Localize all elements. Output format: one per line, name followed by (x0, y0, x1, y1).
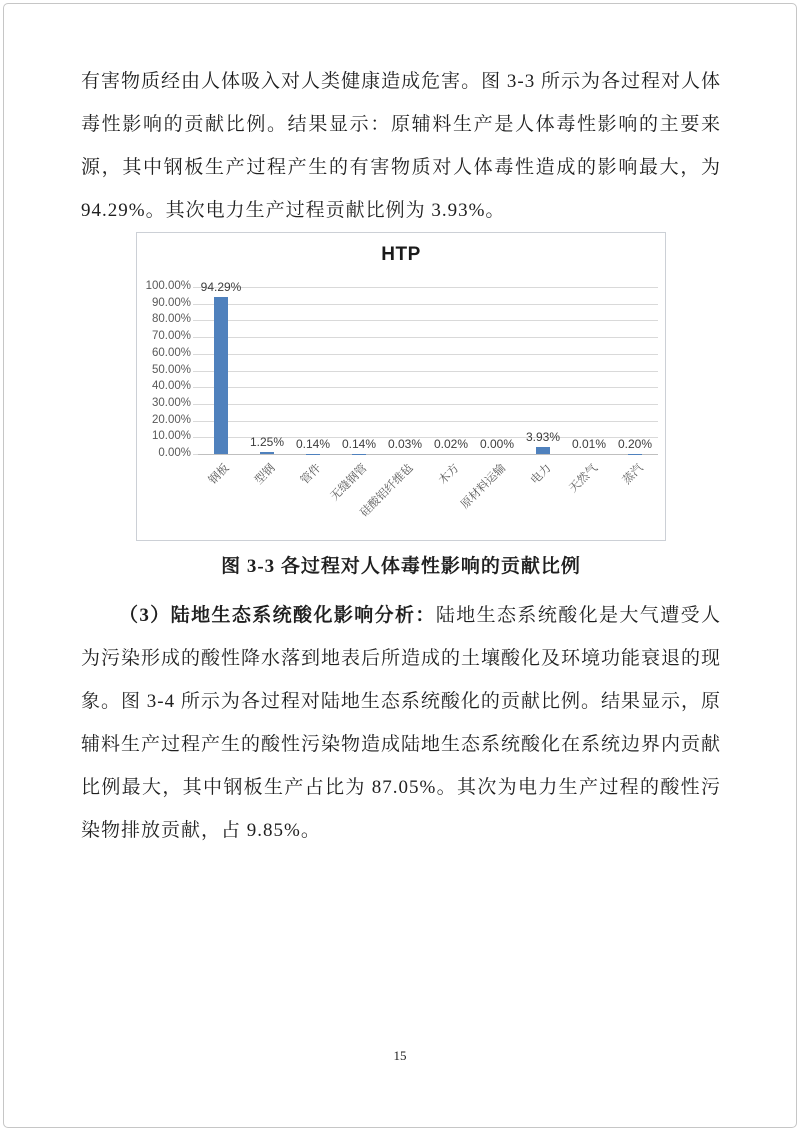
bar-value-label: 0.20% (617, 436, 653, 451)
gridline (198, 287, 658, 288)
chart-plot-area (145, 279, 658, 520)
gridline (198, 421, 658, 422)
y-tick-label: 100.00% (145, 280, 191, 292)
bar-value-label: 0.02% (433, 436, 469, 451)
bar (260, 452, 274, 454)
gridline (198, 387, 658, 388)
bar-value-label: 1.25% (249, 434, 285, 449)
y-tick-label: 20.00% (151, 413, 191, 426)
gridline (198, 304, 658, 305)
category-label: 原材料运输 (458, 462, 508, 512)
category-label: 电力 (528, 462, 554, 487)
bar-value-label: 0.01% (571, 436, 607, 451)
figure-caption: 图 3-3 各过程对人体毒性影响的贡献比例 (221, 556, 581, 577)
category-label: 钢板 (206, 462, 232, 487)
htp-bar-chart (136, 232, 666, 541)
gridline (198, 337, 658, 338)
axis-tick (193, 371, 198, 372)
axis-tick (193, 320, 198, 321)
axis-tick (193, 437, 198, 438)
bar (536, 447, 550, 454)
bar-value-label: 0.14% (341, 436, 377, 451)
axis-tick (193, 354, 198, 355)
bar-value-label: 0.14% (295, 436, 331, 451)
paragraph-acidification (81, 594, 721, 852)
y-tick-label: 90.00% (151, 296, 191, 309)
y-tick-label: 40.00% (151, 380, 191, 393)
paragraph-body-text: 陆地生态系统酸化是大气遭受人为污染形成的酸性降水落到地表后所造成的土壤酸化及环境功能衰退的现象。图 3-4 所示为各过程对陆地生态系统酸化的贡献比例。结果显示，原辅料生产过程产生的酸性污染物造成陆地生态系统酸化在系统边界内贡献比例最大，其中钢板生产占比为 87.05%。其次为电力生产过程的酸性污染物排放贡献，占 9.85%。 (81, 605, 722, 841)
axis-tick (193, 337, 198, 338)
chart-title: HTP (381, 244, 421, 265)
bar-value-label: 0.00% (479, 437, 515, 451)
gridline (198, 404, 658, 405)
category-label: 木方 (436, 462, 462, 487)
bar-value-label: 3.93% (525, 430, 561, 445)
category-label: 硅酸铝纤维毡 (358, 462, 416, 520)
bar (214, 297, 228, 454)
y-tick-label: 10.00% (151, 430, 191, 443)
paragraph-lead-bold: （3）陆地生态系统酸化影响分析： (119, 605, 436, 626)
y-tick-label: 30.00% (151, 396, 191, 409)
axis-tick (193, 404, 198, 405)
paragraph-htp-summary: 有害物质经由人体吸入对人类健康造成危害。图 3-3 所示为各过程对人体毒性影响的贡献比例。结果显示：原辅料生产是人体毒性影响的主要来源，其中钢板生产过程产生的有害物质对人体毒性造成的影响最大，为 94.29%。其次电力生产过程贡献比例为 3.93%。 (81, 71, 721, 221)
document-page (3, 3, 797, 1128)
y-tick-label: 80.00% (151, 313, 191, 326)
bar-value-label: 0.03% (387, 436, 423, 451)
axis-tick (193, 304, 198, 305)
page-number: 15 (393, 1048, 407, 1063)
bar-value-label: 94.29% (200, 279, 242, 294)
category-label: 蒸汽 (620, 462, 646, 487)
axis-tick (193, 454, 198, 455)
category-label: 型钢 (252, 462, 278, 487)
y-tick-label: 0.00% (158, 447, 191, 459)
axis-tick (193, 421, 198, 422)
y-tick-label: 70.00% (151, 330, 191, 343)
gridline (198, 320, 658, 321)
gridline (198, 354, 658, 355)
y-tick-label: 50.00% (151, 363, 191, 376)
axis-tick (193, 387, 198, 388)
y-tick-label: 60.00% (151, 346, 191, 359)
category-label: 无缝钢管 (328, 462, 370, 504)
gridline (198, 454, 658, 455)
gridline (198, 371, 658, 372)
category-label: 管件 (298, 462, 324, 487)
category-label: 天然气 (566, 462, 600, 496)
